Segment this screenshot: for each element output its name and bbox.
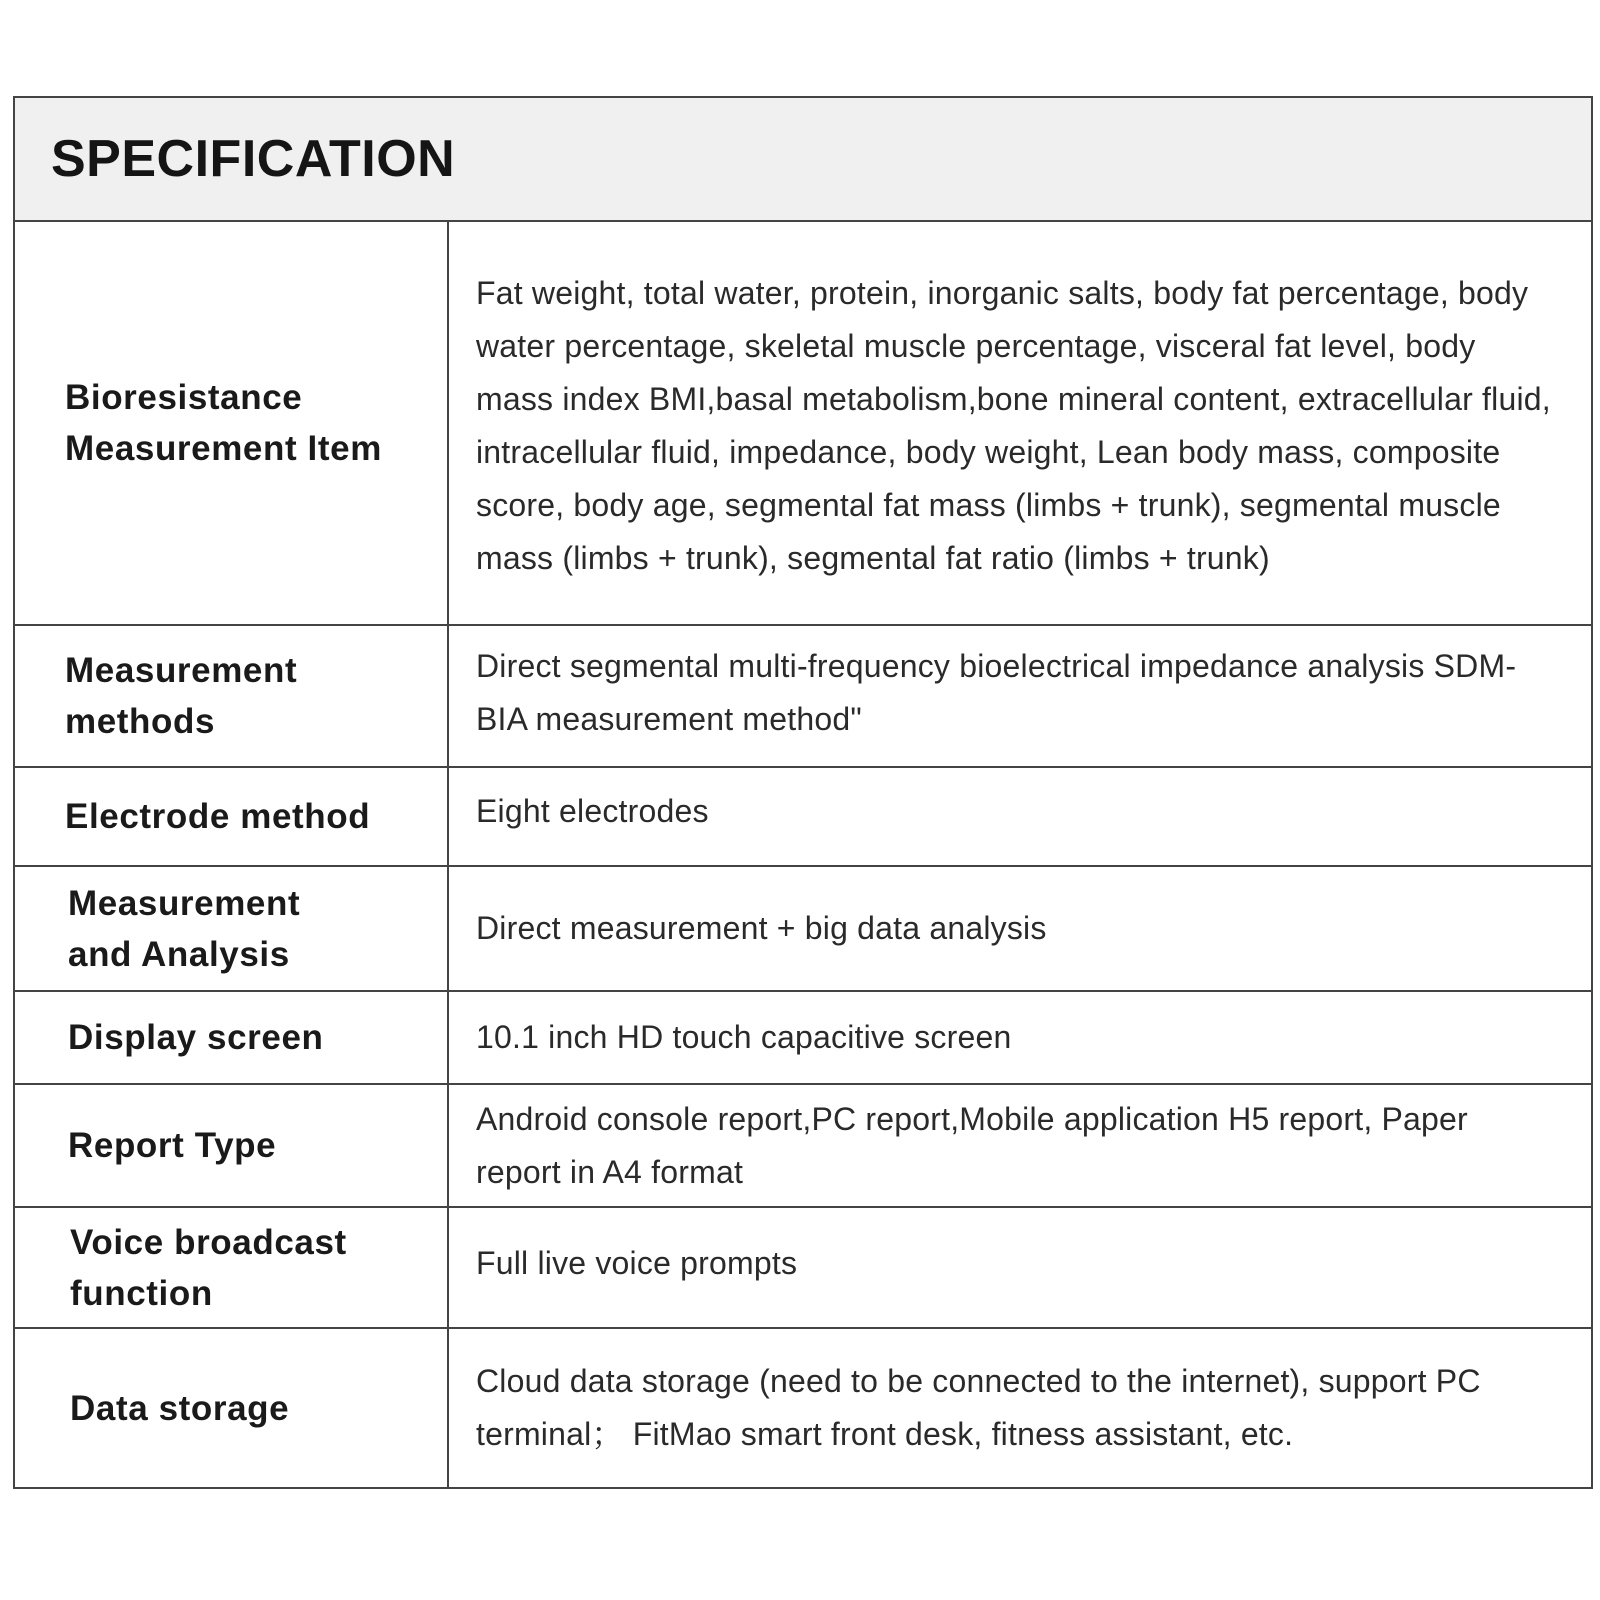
page-title: SPECIFICATION [51,130,456,188]
table-row [15,867,1591,992]
table-row [15,1085,1591,1208]
table-row [15,626,1591,768]
table-row [15,768,1591,867]
row-label-text: Display screen [68,1018,324,1057]
row-label-text: Measurement methods [65,651,298,741]
row-value-text: Direct measurement + big data analysis [476,910,1047,946]
row-value [449,992,1591,1083]
table-row [15,1208,1591,1329]
row-value [449,867,1591,990]
row-value-text: Full live voice prompts [476,1245,798,1281]
row-value-text: Eight electrodes [476,793,709,829]
row-label [15,768,449,865]
row-value-text: 10.1 inch HD touch capacitive screen [476,1019,1012,1055]
specification-table [13,96,1593,1489]
row-value [449,1208,1591,1327]
table-header [15,98,1591,222]
row-label-text: Electrode method [65,797,371,836]
row-label [15,1085,449,1206]
row-label [15,867,449,990]
row-label [15,626,449,766]
row-label-text: Measurement and Analysis [68,883,301,974]
row-value [449,1329,1591,1487]
table-row [15,992,1591,1085]
row-label [15,992,449,1083]
row-label [15,1329,449,1487]
row-value [449,1085,1591,1206]
row-value [449,768,1591,865]
row-label-text: Data storage [70,1388,290,1428]
row-label [15,1208,449,1327]
row-value-text: Direct segmental multi-frequency bioelectrical impedance analysis SDM-BIA measurement method" [476,648,1517,737]
row-value [449,222,1591,624]
row-label [15,222,449,624]
row-value-text: Fat weight, total water, protein, inorganic salts, body fat percentage, body water percentage, skeletal muscle percentage, visceral fat level, body mass index BMI,basal metabolism,bone mineral content, extracellular fluid, intracellular fluid, impedance, body weight, Lean body mass, composite score, body age, segmental fat mass (limbs + trunk), segmental muscle mass (limbs + trunk), segmental fat ratio (limbs + trunk) [476,275,1551,576]
row-value [449,626,1591,766]
table-row [15,222,1591,626]
row-label-text: Voice broadcast function [70,1222,347,1313]
row-label-text: Report Type [68,1126,277,1165]
table-row [15,1329,1591,1487]
row-value-text: Android console report,PC report,Mobile application H5 report, Paper report in A4 format [476,1100,1468,1190]
row-value-text: Cloud data storage (need to be connected to the internet), support PC terminal； FitMao smart front desk, fitness assistant, etc. [476,1363,1481,1452]
row-label-text: Bioresistance Measurement Item [65,378,382,468]
